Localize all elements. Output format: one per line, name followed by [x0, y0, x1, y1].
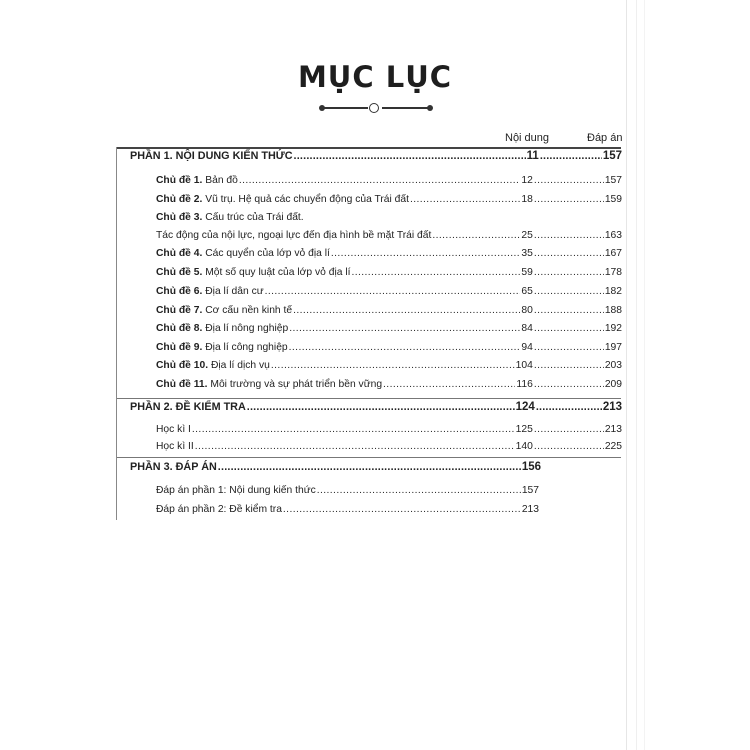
toc-page-number: 18 — [521, 194, 533, 205]
toc-topic-tag: Chủ đề 8. — [156, 323, 203, 334]
page-edge — [626, 0, 627, 750]
toc-page-number: 125 — [515, 424, 533, 435]
divider — [116, 147, 117, 520]
toc-topic-title: Địa lí dân cư — [205, 286, 264, 297]
toc-test-row — [156, 424, 622, 435]
toc-topic-title: Cấu trúc của Trái đất. — [205, 212, 304, 223]
toc-part-label: PHẦN 3. ĐÁP ÁN — [130, 461, 217, 473]
toc-page-number: 94 — [521, 342, 533, 353]
toc-answer-page: 157 — [604, 175, 622, 186]
page-edge — [644, 0, 645, 750]
toc-part-label: PHẦN 1. NỘI DUNG KIẾN THỨC — [130, 150, 293, 162]
toc-answer-page: 188 — [604, 305, 622, 316]
toc-test-title: Học kì II — [156, 441, 194, 452]
toc-topic-row — [156, 342, 622, 353]
toc-test-title: Học kì I — [156, 424, 191, 435]
toc-topic-tag: Chủ đề 11. — [156, 379, 208, 390]
toc-answer-page: 159 — [604, 194, 622, 205]
toc-topic-tag: Chủ đề 5. — [156, 267, 203, 278]
toc-topic-row — [156, 212, 622, 223]
toc-topic-tag: Chủ đề 7. — [156, 305, 203, 316]
toc-answer-title: Đáp án phần 2: Đề kiểm tra — [156, 504, 282, 515]
column-header-noi-dung: Nội dung — [505, 132, 550, 144]
toc-page-number: 80 — [521, 305, 533, 316]
toc-page-number: 104 — [515, 360, 533, 371]
toc-topic-tag: Chủ đề 10. — [156, 360, 209, 371]
toc-topic-row — [156, 248, 622, 259]
toc-answer-page: 213 — [604, 424, 622, 435]
toc-page-number: 11 — [526, 150, 539, 162]
toc-topic-title: Tác động của nội lực, ngoại lực đến địa hình bề mặt Trái đất — [156, 230, 432, 241]
toc-part-row — [130, 150, 622, 162]
toc-topic-tag: Chủ đề 3. — [156, 212, 203, 223]
toc-answer-row — [156, 504, 539, 515]
toc-part-label: PHẦN 2. ĐỀ KIỂM TRA — [130, 401, 246, 413]
toc-page-number: 157 — [521, 485, 539, 496]
toc-topic-row — [156, 360, 622, 371]
toc-answer-title: Đáp án phần 1: Nội dung kiến thức — [156, 485, 316, 496]
toc-answer-page: 209 — [604, 379, 622, 390]
toc-topic-title: Địa lí công nghiệp — [205, 342, 288, 353]
divider — [116, 147, 621, 149]
toc-topic-row — [156, 194, 622, 205]
page-title: MỤC LỤC — [297, 60, 453, 94]
toc-page-number: 12 — [521, 175, 533, 186]
toc-part-row — [130, 401, 622, 413]
toc-test-row — [156, 441, 622, 452]
toc-page-number: 65 — [521, 286, 533, 297]
toc-topic-row — [156, 286, 622, 297]
toc-answer-page: 192 — [604, 323, 622, 334]
toc-topic-title: Một số quy luật của lớp vỏ địa lí — [205, 267, 351, 278]
toc-topic-row — [156, 305, 622, 316]
toc-page-number: 124 — [515, 401, 535, 413]
toc-topic-row — [156, 230, 622, 241]
toc-topic-tag: Chủ đề 6. — [156, 286, 203, 297]
toc-answer-page: 163 — [604, 230, 622, 241]
title-ornament — [320, 101, 432, 115]
divider — [116, 398, 621, 399]
toc-topic-row — [156, 323, 622, 334]
toc-answer-row — [156, 485, 539, 496]
toc-page-number: 116 — [516, 379, 533, 390]
toc-topic-title: Môi trường và sự phát triển bền vững — [210, 379, 383, 390]
column-header-dap-an: Đáp án — [587, 132, 623, 144]
page-edge — [636, 0, 637, 750]
toc-topic-title: Cơ cấu nền kinh tế — [205, 305, 293, 316]
toc-topic-title: Bản đồ — [205, 175, 238, 186]
toc-page-number: 140 — [515, 441, 533, 452]
toc-answer-page: 178 — [604, 267, 622, 278]
toc-topic-title: Địa lí nông nghiệp — [205, 323, 289, 334]
toc-answer-page: 197 — [604, 342, 622, 353]
toc-answer-page: 203 — [604, 360, 622, 371]
toc-page-number: 213 — [521, 504, 539, 515]
toc-page-number: 35 — [521, 248, 533, 259]
toc-page-number: 84 — [521, 323, 533, 334]
toc-topic-row — [156, 267, 622, 278]
toc-topic-title: Địa lí dịch vụ — [210, 360, 270, 371]
divider — [116, 457, 621, 458]
toc-page-number: 25 — [521, 230, 533, 241]
toc-answer-page: 182 — [604, 286, 622, 297]
toc-page-number: 59 — [521, 267, 533, 278]
toc-topic-row — [156, 379, 622, 390]
toc-part-row — [130, 461, 541, 473]
toc-answer-page: 157 — [602, 150, 622, 162]
toc-topic-title: Vũ trụ. Hệ quả các chuyển động của Trái đất — [205, 194, 409, 205]
toc-topic-tag: Chủ đề 2. — [156, 194, 203, 205]
toc-topic-tag: Chủ đề 9. — [156, 342, 203, 353]
toc-topic-tag: Chủ đề 4. — [156, 248, 203, 259]
toc-topic-row — [156, 175, 622, 186]
toc-topic-title: Các quyển của lớp vỏ địa lí — [205, 248, 330, 259]
toc-answer-page: 213 — [602, 401, 622, 413]
toc-answer-page: 167 — [604, 248, 622, 259]
toc-answer-page: 225 — [604, 441, 622, 452]
toc-page-number: 156 — [521, 461, 541, 473]
toc-topic-tag: Chủ đề 1. — [156, 175, 203, 186]
